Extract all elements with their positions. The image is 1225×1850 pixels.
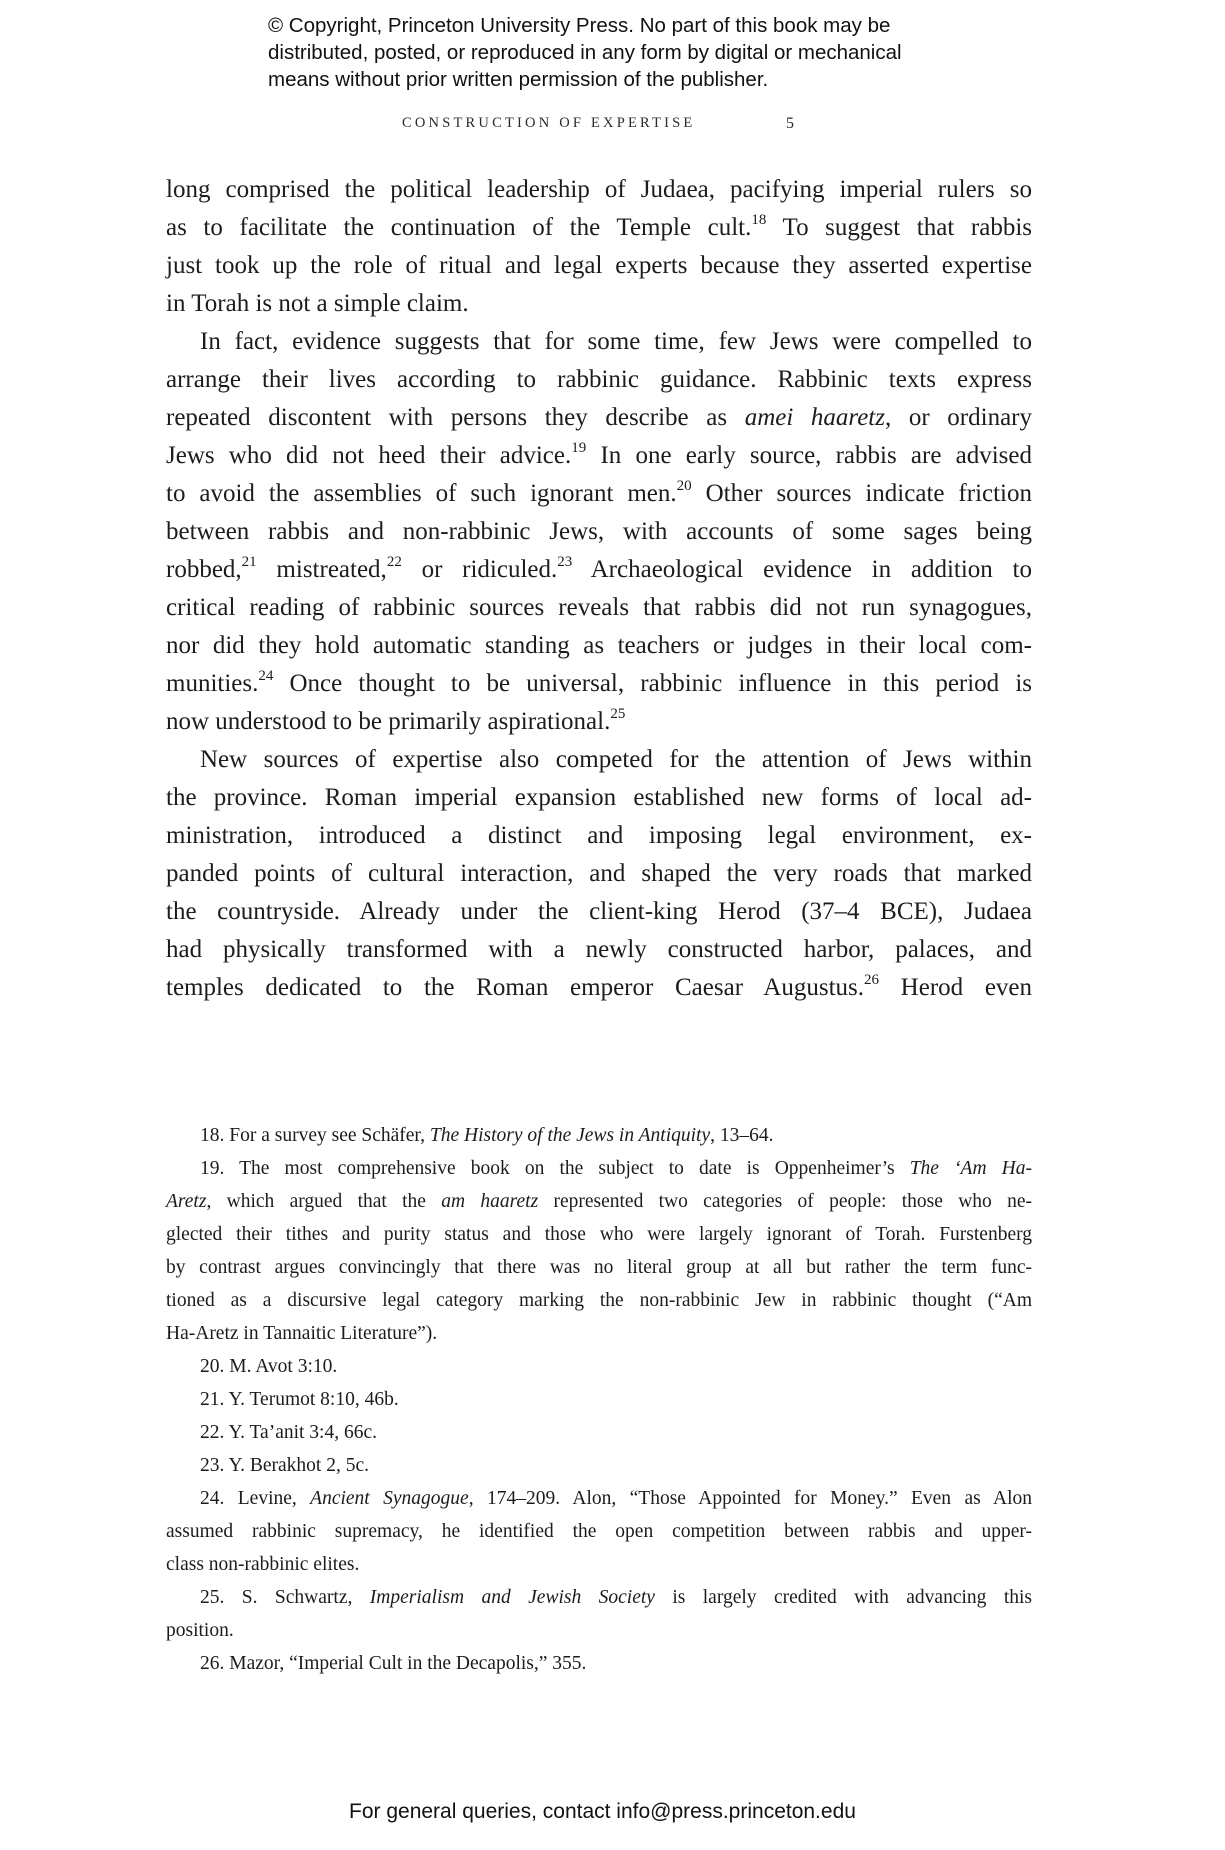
footnote-line	[166, 1581, 1032, 1614]
text-run: ministration, introduced a distinct and imposing legal environment, ex-	[166, 822, 1032, 849]
running-head-title: CONSTRUCTION OF EXPERTISE	[402, 115, 696, 131]
text-run: tioned as a discursive legal category marking the non-rabbinic Jew in rabbinic thought (“Am	[166, 1290, 1032, 1311]
text-run: is largely credited with advancing this	[654, 1587, 1032, 1608]
copyright-notice	[268, 12, 1028, 93]
text-run: 21. Y. Terumot 8:10, 46b.	[200, 1389, 399, 1410]
footnote-reference: 23	[557, 553, 573, 570]
text-run: assumed rabbinic supremacy, he identified the open competition between rabbis and upper-	[166, 1521, 1032, 1542]
body-line	[166, 703, 1032, 741]
footnote-line	[166, 1449, 1032, 1482]
text-run: class non-rabbinic elites.	[166, 1554, 360, 1575]
footnote-reference: 22	[386, 553, 402, 570]
footnotes	[166, 1119, 1032, 1680]
footnote-reference: 20	[676, 477, 692, 494]
body-line	[166, 285, 1032, 323]
text-run: , which argued that the	[206, 1191, 442, 1212]
body-line	[166, 893, 1032, 931]
footnote-line	[166, 1350, 1032, 1383]
body-line	[166, 323, 1032, 361]
body-line	[166, 779, 1032, 817]
footnote-line	[166, 1482, 1032, 1515]
body-line	[166, 209, 1032, 247]
footer-contact: For general queries, contact info@press.princeton.edu	[349, 1800, 856, 1823]
text-run: repeated discontent with persons they describe as	[166, 404, 745, 431]
text-run: the province. Roman imperial expansion established new forms of local ad-	[166, 784, 1032, 811]
text-run: by contrast argues convincingly that there was no literal group at all but rather the term func-	[166, 1257, 1032, 1278]
body-line	[166, 741, 1032, 779]
text-run: In fact, evidence suggests that for some time, few Jews were compelled to	[200, 328, 1032, 355]
text-run: had physically transformed with a newly constructed harbor, palaces, and	[166, 936, 1032, 963]
text-run: , 13–64.	[710, 1125, 774, 1146]
footnote-line	[166, 1317, 1032, 1350]
text-run: temples dedicated to the Roman emperor Caesar Augustus.	[166, 974, 865, 1001]
text-run: 19. The most comprehensive book on the subject to date is Oppenheimer’s	[200, 1158, 910, 1179]
italic-title: Imperialism and Jewish Society	[369, 1587, 655, 1608]
text-run: Ha-Aretz in Tannaitic Literature”).	[166, 1323, 438, 1344]
footnote-reference: 25	[610, 705, 626, 722]
footnote-reference: 19	[571, 439, 587, 456]
text-run: 20. M. Avot 3:10.	[200, 1356, 338, 1377]
footnote-line	[166, 1218, 1032, 1251]
body-line	[166, 399, 1032, 437]
text-run: mistreated,	[256, 556, 387, 583]
text-run: , 174–209. Alon, “Those Appointed for Money.” Even as Alon	[468, 1488, 1033, 1509]
footnote-line	[166, 1647, 1032, 1680]
text-run: between rabbis and non-rabbinic Jews, with accounts of some sages being	[166, 518, 1032, 545]
text-run: Jews who did not heed their advice.	[166, 442, 572, 469]
italic-title: am haaretz	[441, 1191, 539, 1212]
footnote-reference: 24	[258, 667, 274, 684]
text-run: long comprised the political leadership of Judaea, pacifying imperial rulers so	[166, 176, 1032, 203]
text-run: 18. For a survey see Schäfer,	[200, 1125, 430, 1146]
footnote-line	[166, 1251, 1032, 1284]
body-line	[166, 361, 1032, 399]
page-number: 5	[786, 115, 794, 132]
italic-title: The ‘Am Ha-	[909, 1158, 1032, 1179]
text-run: panded points of cultural interaction, and shaped the very roads that marked	[166, 860, 1032, 887]
body-line	[166, 247, 1032, 285]
body-line	[166, 589, 1032, 627]
italic-title: Ancient Synagogue	[310, 1488, 469, 1509]
copyright-line: means without prior written permission of the publisher.	[268, 68, 769, 91]
body-line	[166, 665, 1032, 703]
footnote-reference: 21	[241, 553, 257, 570]
italic-title: amei haaretz	[744, 404, 885, 431]
text-run: or ridiculed.	[401, 556, 558, 583]
body-line	[166, 855, 1032, 893]
footnote-line	[166, 1515, 1032, 1548]
text-run: as to facilitate the continuation of the Temple cult.	[166, 214, 752, 241]
text-run: , or ordinary	[885, 404, 1032, 431]
text-run: robbed,	[166, 556, 242, 583]
body-line	[166, 931, 1032, 969]
footnote-line	[166, 1416, 1032, 1449]
body-line	[166, 627, 1032, 665]
footnote-line	[166, 1548, 1032, 1581]
italic-title: Aretz	[166, 1191, 207, 1212]
body-line	[166, 513, 1032, 551]
text-run: Archaeological evidence in addition to	[572, 556, 1032, 583]
text-run: Herod even	[879, 974, 1033, 1001]
copyright-line: © Copyright, Princeton University Press. No part of this book may be	[268, 14, 891, 37]
text-run: glected their tithes and purity status and those who were largely ignorant of Torah. Furstenberg	[166, 1224, 1032, 1245]
text-run: 26. Mazor, “Imperial Cult in the Decapolis,” 355.	[200, 1653, 587, 1674]
text-run: arrange their lives according to rabbinic guidance. Rabbinic texts express	[166, 366, 1032, 393]
text-run: In one early source, rabbis are advised	[586, 442, 1032, 469]
body-line	[166, 437, 1032, 475]
body-line	[166, 171, 1032, 209]
text-run: 23. Y. Berakhot 2, 5c.	[200, 1455, 369, 1476]
body-line	[166, 817, 1032, 855]
text-run: Once thought to be universal, rabbinic influence in this period is	[273, 670, 1032, 697]
text-run: 24. Levine,	[200, 1488, 311, 1509]
text-run: represented two categories of people: those who ne-	[538, 1191, 1033, 1212]
body-line	[166, 551, 1032, 589]
text-run: critical reading of rabbinic sources reveals that rabbis did not run synagogues,	[166, 594, 1032, 621]
footnote-line	[166, 1152, 1032, 1185]
text-run: To suggest that rabbis	[766, 214, 1032, 241]
italic-title: The History of the Jews in Antiquity	[429, 1125, 711, 1146]
footnote-line	[166, 1614, 1032, 1647]
footnote-line	[166, 1383, 1032, 1416]
text-run: New sources of expertise also competed for the attention of Jews within	[200, 746, 1032, 773]
body-text	[166, 171, 1032, 1007]
text-run: nor did they hold automatic standing as teachers or judges in their local com-	[166, 632, 1032, 659]
text-run: Other sources indicate friction	[691, 480, 1033, 507]
text-run: to avoid the assemblies of such ignorant men.	[166, 480, 677, 507]
copyright-line: distributed, posted, or reproduced in any form by digital or mechanical	[268, 41, 902, 64]
body-line	[166, 969, 1032, 1007]
text-run: munities.	[166, 670, 259, 697]
footnote-reference: 26	[864, 971, 880, 988]
text-run: now understood to be primarily aspirational.	[166, 708, 611, 735]
text-run: just took up the role of ritual and legal experts because they asserted expertise	[166, 252, 1032, 279]
text-run: 22. Y. Ta’anit 3:4, 66c.	[200, 1422, 378, 1443]
body-line	[166, 475, 1032, 513]
text-run: in Torah is not a simple claim.	[166, 290, 469, 317]
text-run: 25. S. Schwartz,	[200, 1587, 370, 1608]
footnote-reference: 18	[751, 211, 767, 228]
text-run: the countryside. Already under the client-king Herod (37–4 BCE), Judaea	[166, 898, 1032, 925]
footnote-line	[166, 1185, 1032, 1218]
footnote-line	[166, 1284, 1032, 1317]
footnote-line	[166, 1119, 1032, 1152]
text-run: position.	[166, 1620, 234, 1641]
